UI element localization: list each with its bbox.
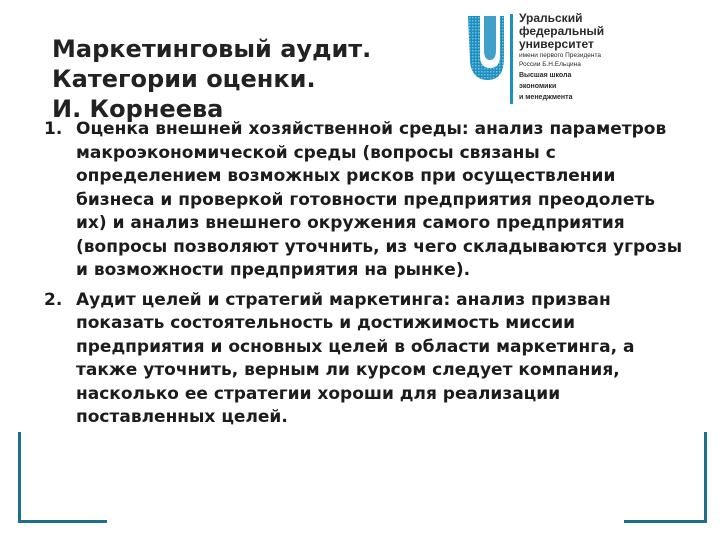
- logo-main-line-2: федеральный: [519, 24, 605, 38]
- title-line-1: Маркетинговый аудит.: [52, 35, 372, 63]
- frame-corner-bottom-left: [18, 432, 107, 523]
- logo-sub-line-2: России Б.Н.Ельцина: [519, 61, 581, 68]
- logo-sub-line-1: имени первого Президента: [519, 52, 602, 59]
- logo-main-line-3: университет: [519, 37, 594, 51]
- list-item: [44, 118, 684, 283]
- list-item-number: 2.: [44, 289, 63, 310]
- list-item-number: 1.: [44, 119, 63, 139]
- numbered-list: [44, 118, 684, 436]
- urfu-emblem-icon: [466, 14, 506, 84]
- title-line-3: И. Корнеева: [52, 95, 224, 123]
- list-item: [44, 289, 684, 430]
- title-line-2: Категории оценки.: [52, 65, 316, 93]
- list-item-text: Аудит целей и стратегий маркетинга: анализ призван показать состоятельность и достижимость миссии предприятия и основных целей в области маркетинга, а также уточнить, верным ли курсом следует компания, насколько ее стратегии хороши для реализации поставленных целей.: [76, 289, 635, 427]
- logo-divider: [510, 14, 513, 104]
- slide-title: [52, 34, 412, 124]
- frame-corner-bottom-right: [624, 432, 707, 523]
- logo-school-line-1: Высшая школа: [519, 72, 572, 79]
- logo-school-line-2: экономики: [519, 83, 557, 90]
- logo-main-line-1: Уральский: [519, 11, 583, 25]
- list-item-text: Оценка внешней хозяйственной среды: анализ параметров макроэкономической среды (вопросы связаны с определением возможных рисков при осуществлении бизнеса и проверкой готовности предприятия преодолеть их) и анализ внешнего окружения самого предприятия (вопросы позволяют уточнить, из чего складываются угрозы и возможности предприятия на рынке).: [76, 119, 683, 280]
- university-logo: [466, 12, 702, 108]
- logo-school-line-3: и менеджмента: [519, 94, 573, 101]
- logo-text: [519, 12, 699, 102]
